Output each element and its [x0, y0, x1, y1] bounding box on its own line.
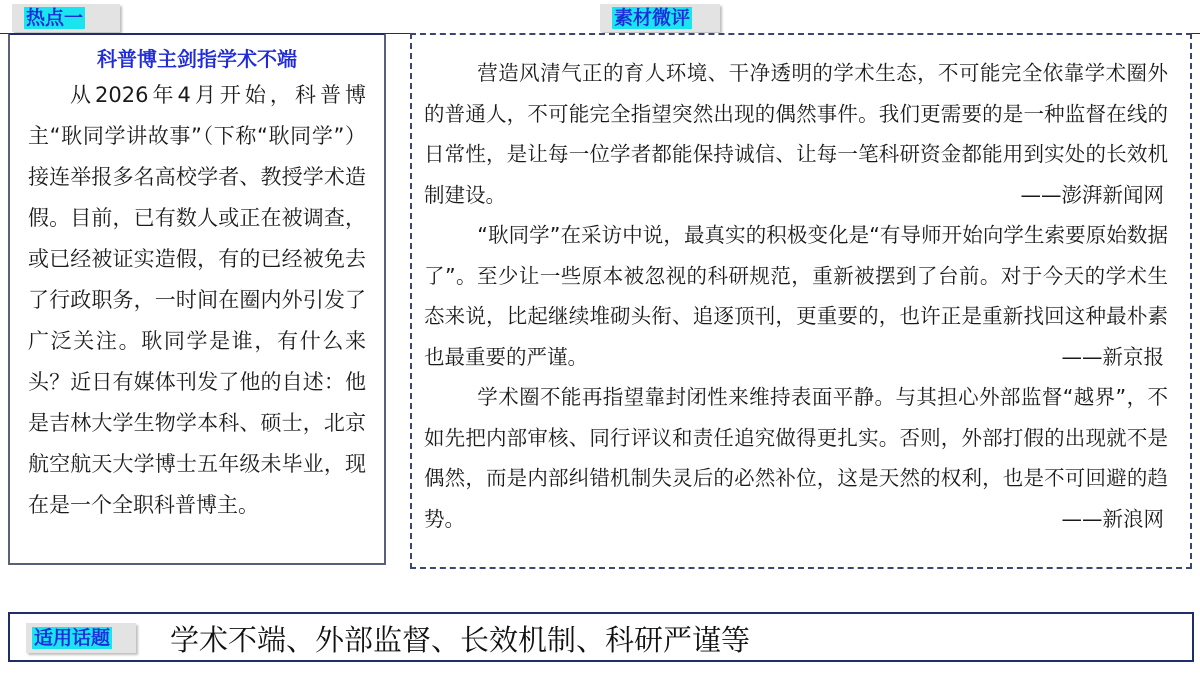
review-paragraph-1 [424, 53, 1168, 215]
hot-topic-body: 从2026年4月开始，科普博主“耿同学讲故事”（下称“耿同学”）接连举报多名高校学者、教授学术造假。目前，已有数人或正在被调查，或已经被证实造假，有的已经被免去了行政职务，一时间在圈内外引发了广泛关注。耿同学是谁，有什么来头？近日有媒体刊发了他的自述：他是吉林大学生物学本科、硕士，北京航空航天大学博士五年级未毕业，现在是一个全职科普博主。 [28, 83, 366, 517]
hot-topic-title: 科普博主剑指学术不端 [97, 47, 297, 71]
review-text-1: 营造风清气正的育人环境、干净透明的学术生态，不可能完全依靠学术圈外的普通人，不可能完全指望突然出现的偶然事件。我们更需要的是一种监督在线的日常性，是让每一位学者都能保持诚信、让每一笔科研资金都能用到实处的长效机制建设。 [424, 61, 1168, 207]
hot-topic-panel [8, 33, 386, 565]
review-source-2: ——新京报 [1061, 344, 1164, 369]
hot-topic-tag [12, 4, 120, 32]
review-tag [600, 4, 720, 32]
hot-topic-tag-label: 热点一 [26, 7, 84, 29]
review-text-3: 学术圈不能再指望靠封闭性来维持表面平静。与其担心外部监督“越界”，不如先把内部审核、同行评议和责任追究做得更扎实。否则，外部打假的出现就不是偶然，而是内部纠错机制失灵后的必然补位，这是天然的权利，也是不可回避的趋势。 [424, 385, 1168, 531]
review-paragraph-3 [424, 377, 1168, 539]
topic-list: 学术不端、外部监督、长效机制、科研严谨等 [170, 623, 751, 657]
review-tag-label: 素材微评 [614, 7, 691, 29]
review-source-3: ——新浪网 [1061, 506, 1164, 531]
review-text-2: “耿同学”在采访中说，最真实的积极变化是“有导师开始向学生索要原始数据了”。至少让一些原本被忽视的科研规范，重新被摆到了台前。对于今天的学术生态来说，比起继续堆砌头衔、追逐顶刊，更重要的，也许正是重新找回这种最朴素也最重要的严谨。 [424, 223, 1168, 369]
topic-tag-label: 适用话题 [34, 627, 111, 649]
topic-bar [8, 612, 1194, 662]
review-panel [410, 33, 1192, 569]
review-source-1: ——澎湃新闻网 [1020, 182, 1164, 207]
review-paragraph-2 [424, 215, 1168, 377]
topic-tag [26, 623, 136, 653]
